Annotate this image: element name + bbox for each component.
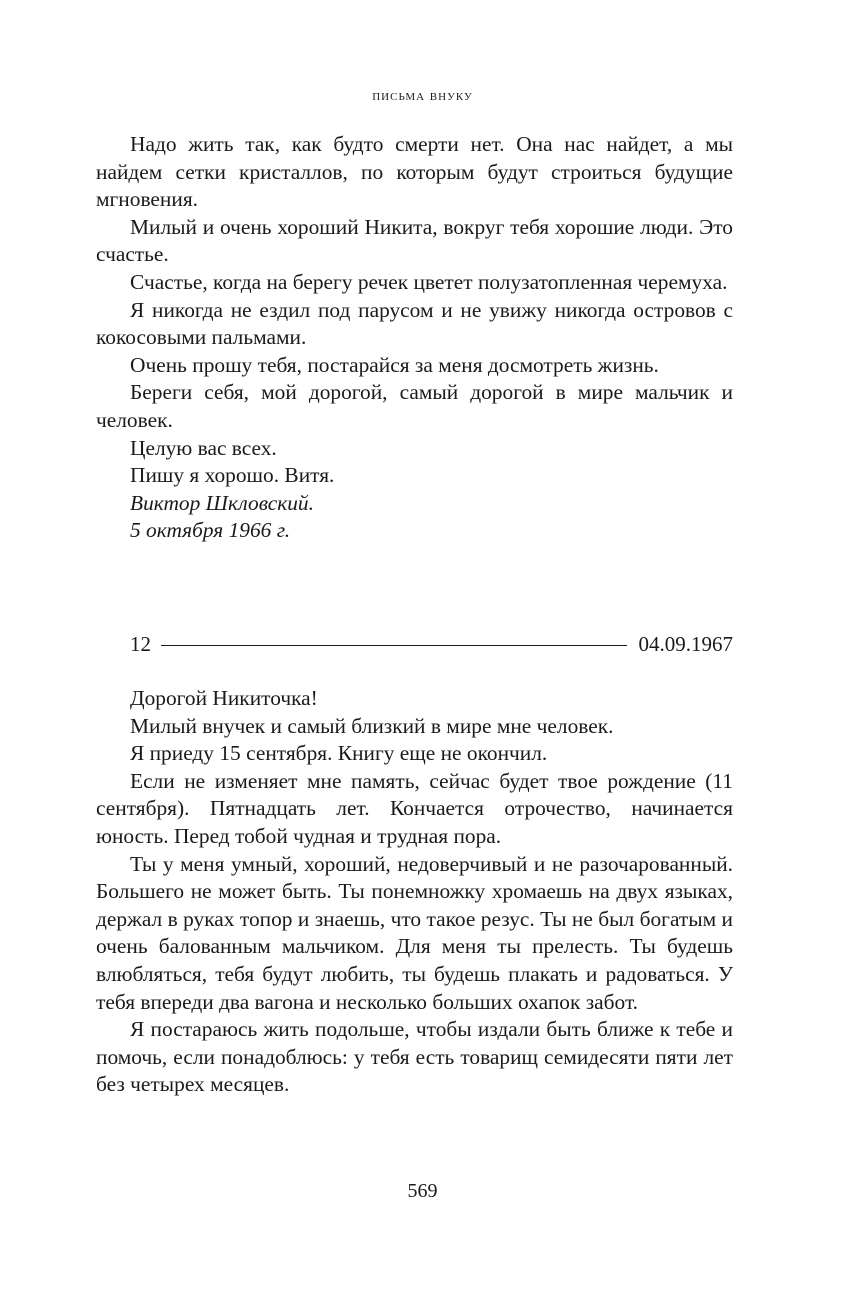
salutation: Дорогой Никиточка!	[130, 686, 318, 710]
letter-date-line: 5 октября 1966 г.	[130, 518, 291, 543]
letter-12-body	[96, 685, 733, 1099]
letter-11-ending	[96, 131, 733, 545]
paragraph: Я постараюсь жить подольше, чтобы издали быть ближе к тебе и помочь, если понадоблюсь: у тебя есть товарищ семидесяти пяти лет без четырех месяцев.	[96, 1017, 733, 1097]
letter-date: 04.09.1967	[638, 632, 733, 656]
signature: Виктор Шкловский.	[130, 490, 314, 515]
paragraph: Целую вас всех.	[130, 435, 277, 460]
paragraph: Я никогда не ездил под парусом и не увижу никогда островов с кокосовыми пальмами.	[96, 297, 733, 350]
paragraph: Милый внучек и самый близкий в мире мне человек.	[130, 713, 614, 738]
letter-header	[130, 632, 733, 660]
paragraph: Милый и очень хороший Никита, вокруг тебя хорошие люди. Это счастье.	[96, 214, 733, 267]
paragraph: Пишу я хорошо. Витя.	[130, 463, 335, 488]
header-rule	[161, 645, 627, 646]
paragraph: Ты у меня умный, хороший, недоверчивый и не разочарованный. Большего не может быть. Ты понемножку хромаешь на двух языках, держал в руках топор и знаешь, что такое резус. Ты не был богатым и очень балованным мальчиком. Для меня ты прелесть. Ты будешь влюбляться, тебя будут любить, ты будешь плакать и радоваться. У тебя впереди два вагона и несколько больших охапок забот.	[96, 851, 733, 1014]
paragraph: Береги себя, мой дорогой, самый дорогой в мире мальчик и человек.	[96, 380, 733, 432]
paragraph: Я приеду 15 сентября. Книгу еще не окончил.	[130, 741, 548, 766]
running-head: письма внуку	[372, 88, 473, 104]
paragraph: Счастье, когда на берегу речек цветет полузатопленная черемуха.	[130, 269, 728, 294]
page-number: 569	[407, 1180, 438, 1202]
paragraph: Очень прошу тебя, постарайся за меня досмотреть жизнь.	[130, 352, 659, 377]
paragraph: Если не изменяет мне память, сейчас будет твое рождение (11 сентября). Пятнадцать лет. Кончается отрочество, начинается юность. Перед тобой чудная и трудная пора.	[96, 768, 733, 848]
letter-number: 12	[130, 632, 151, 656]
paragraph: Надо жить так, как будто смерти нет. Она нас найдет, а мы найдем сетки кристаллов, по которым будут строиться будущие мгновения.	[96, 132, 733, 212]
